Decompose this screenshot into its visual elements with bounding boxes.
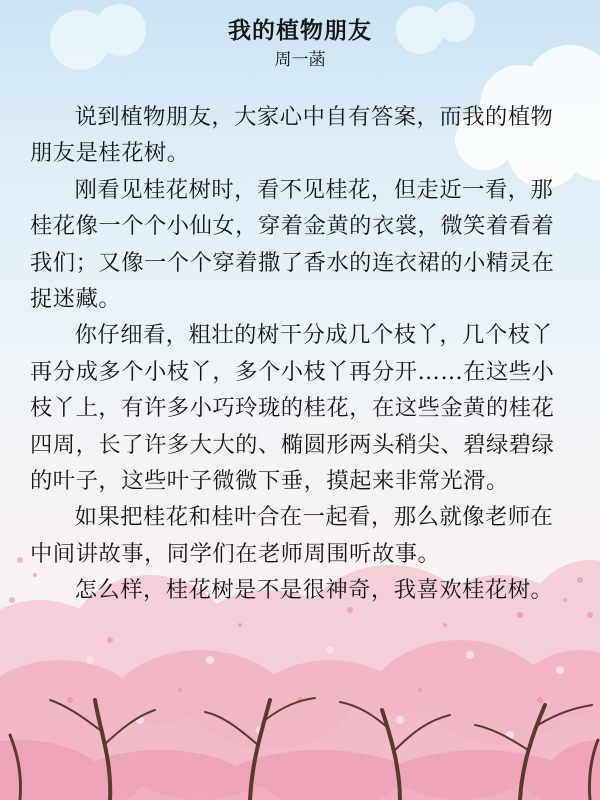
paragraph: 你仔细看，粗壮的树干分成几个枝丫，几个枝丫再分成多个小枝丫，多个小枝丫再分开……在这些小枝丫上，有许多小巧玲珑的桂花，在这些金黄的桂花四周，长了许多大大的、椭圆形两头稍尖、碧绿碧绿的叶子，这些叶子微微下垂，摸起来非常光滑。 (30, 322, 555, 495)
paragraph: 刚看见桂花树时，看不见桂花，但走近一看，那桂花像一个个小仙女，穿着金黄的衣裳，微笑着看着我们；又像一个个穿着撒了香水的连衣裙的小精灵在捉迷藏。 (30, 176, 555, 313)
paragraph: 说到植物朋友，大家心中自有答案，而我的植物朋友是桂花树。 (30, 104, 554, 167)
paragraph: 如果把桂花和桂叶合在一起看，那么就像老师在中间讲故事，同学们在老师周围听故事。 (30, 504, 554, 567)
author-name: 周一菡 (274, 50, 326, 70)
article-body (30, 99, 575, 609)
article-title: 我的植物朋友 (228, 17, 372, 44)
paragraph: 怎么样，桂花树是不是很神奇，我喜欢桂花树。 (74, 577, 554, 604)
